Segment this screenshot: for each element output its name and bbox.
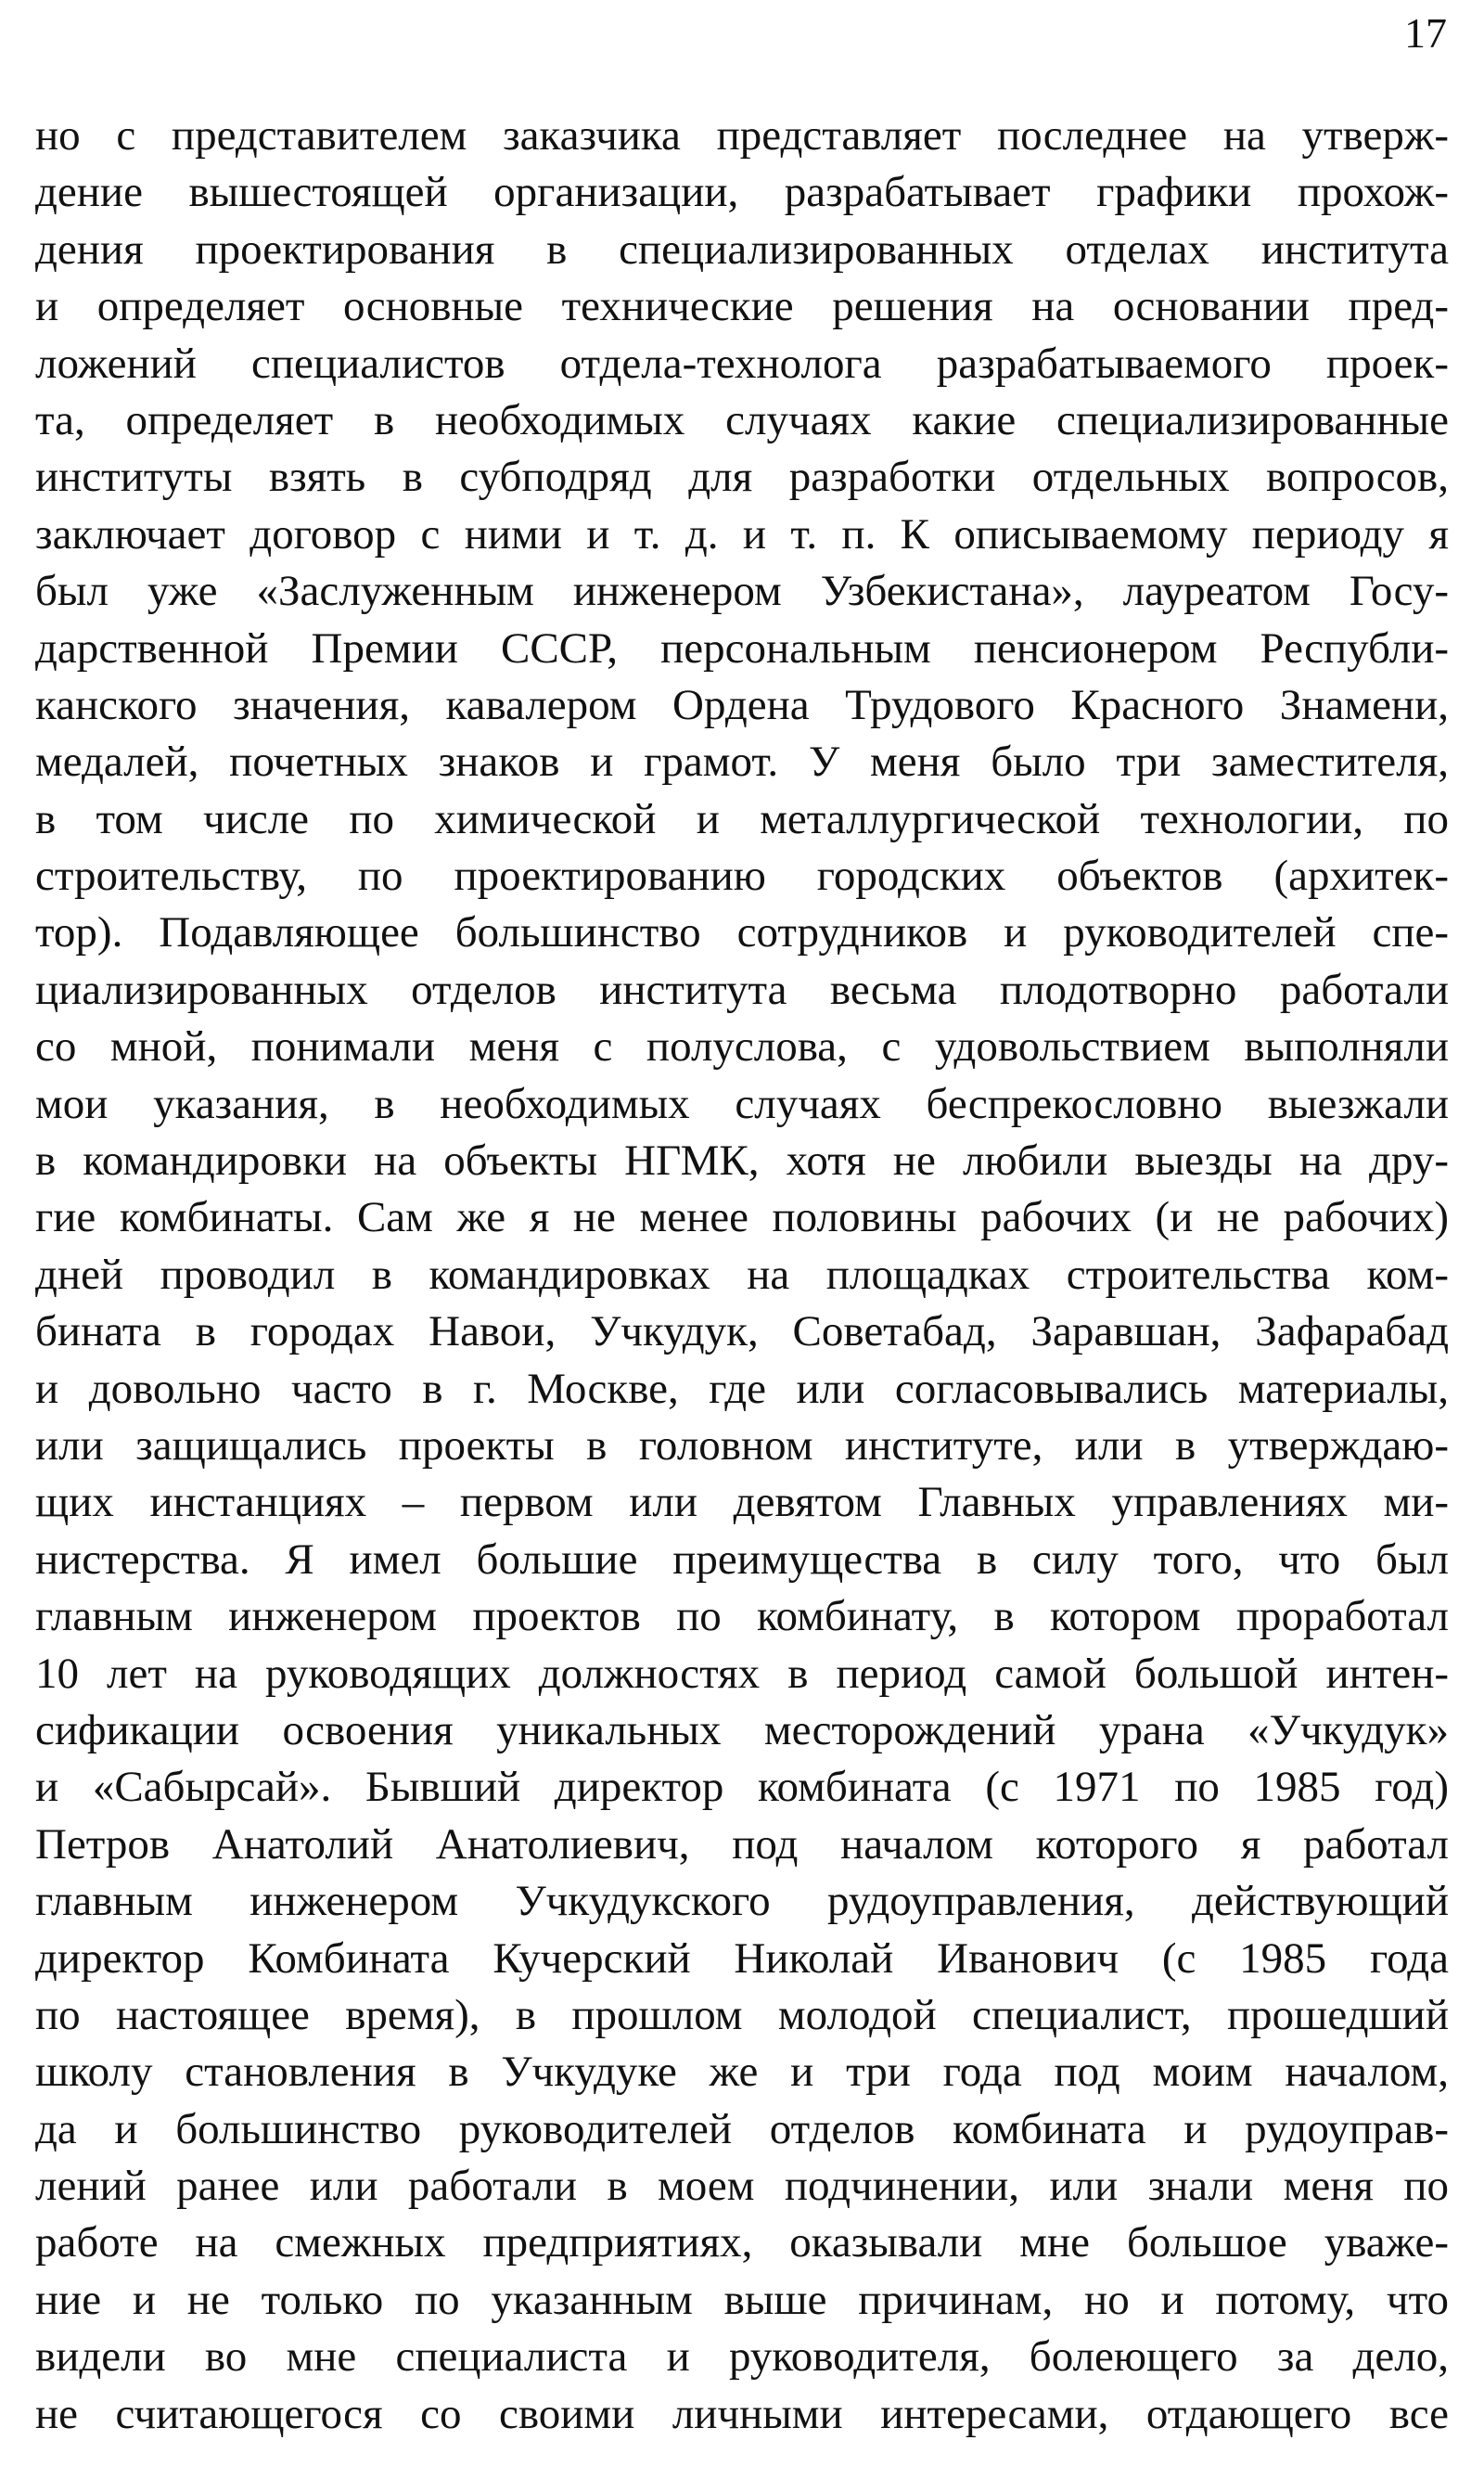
- text-line: видели во мне специалиста и руководителя, болеющего за дело,: [35, 2332, 1449, 2382]
- text-line: канского значения, кавалером Ордена Трудового Красного Знамени,: [35, 680, 1449, 729]
- text-line: по настоящее время), в прошлом молодой специалист, прошедший: [35, 1990, 1449, 2039]
- text-line: со мной, понимали меня с полуслова, с удовольствием выполняли: [35, 1022, 1449, 1072]
- text-line: не считающегося со своими личными интересами, отдающего все: [35, 2389, 1449, 2438]
- text-line: и «Сабырсай». Бывший директор комбината (с 1971 по 1985 год): [35, 1763, 1449, 1812]
- text-line: нистерства. Я имел большие преимущества в силу того, что был: [35, 1535, 1449, 1584]
- text-line: или защищались проекты в головном институте, или в утверждаю-: [35, 1420, 1449, 1470]
- text-line: институты взять в субподряд для разработки отдельных вопросов,: [35, 453, 1449, 502]
- text-line: ние и не только по указанным выше причинам, но и потому, что: [35, 2275, 1449, 2324]
- page-number: 17: [1404, 9, 1447, 57]
- body-text: [35, 108, 1449, 2443]
- text-line: дней проводил в командировках на площадках строительства ком-: [35, 1250, 1449, 1299]
- text-line: тор). Подавляющее большинство сотрудников и руководителей спе-: [35, 908, 1449, 957]
- text-line: циализированных отделов института весьма плодотворно работали: [35, 965, 1449, 1014]
- text-line: главным инженером Учкудукского рудоуправления, действующий: [35, 1877, 1449, 1926]
- text-line: в том числе по химической и металлургической технологии, по: [35, 794, 1449, 843]
- text-line: и определяет основные технические решения на основании пред-: [35, 282, 1449, 331]
- text-line: главным инженером проектов по комбинату, в котором проработал: [35, 1592, 1449, 1641]
- text-line: но с представителем заказчика представляет последнее на утверж-: [35, 111, 1449, 160]
- text-line: был уже «Заслуженным инженером Узбекистана», лауреатом Госу-: [35, 567, 1449, 616]
- text-line: мои указания, в необходимых случаях беспрекословно выезжали: [35, 1079, 1449, 1128]
- text-line: в командировки на объекты НГМК, хотя не любили выезды на дру-: [35, 1137, 1449, 1186]
- text-line: да и большинство руководителей отделов комбината и рудоуправ-: [35, 2104, 1449, 2153]
- text-line: и довольно часто в г. Москве, где или согласовывались материалы,: [35, 1364, 1449, 1413]
- text-line: школу становления в Учкудуке же и три года под моим началом,: [35, 2048, 1449, 2097]
- text-line: работе на смежных предприятиях, оказывали мне большое уваже-: [35, 2218, 1449, 2267]
- text-line: медалей, почетных знаков и грамот. У меня было три заместителя,: [35, 738, 1449, 787]
- text-line: та, определяет в необходимых случаях какие специализированные: [35, 395, 1449, 444]
- text-line: заключает договор с ними и т. д. и т. п. К описываемому периоду я: [35, 509, 1449, 559]
- text-line: Петров Анатолий Анатолиевич, под началом которого я работал: [35, 1819, 1449, 1869]
- text-line: лений ранее или работали в моем подчинении, или знали меня по: [35, 2162, 1449, 2211]
- text-line: строительству, по проектированию городских объектов (архитек-: [35, 852, 1449, 901]
- text-line: гие комбинаты. Сам же я не менее половины рабочих (и не рабочих): [35, 1193, 1449, 1242]
- text-line: ложений специалистов отдела-технолога разрабатываемого проек-: [35, 339, 1449, 388]
- text-line: дения проектирования в специализированных отделах института: [35, 225, 1449, 274]
- text-line: 10 лет на руководящих должностях в период самой большой интен-: [35, 1649, 1449, 1698]
- text-line: директор Комбината Кучерский Николай Иванович (с 1985 года: [35, 1933, 1449, 1983]
- text-line: дарственной Премии СССР, персональным пенсионером Республи-: [35, 623, 1449, 673]
- text-line: сификации освоения уникальных месторождений урана «Учкудук»: [35, 1705, 1449, 1754]
- text-line: щих инстанциях – первом или девятом Главных управлениях ми-: [35, 1478, 1449, 1527]
- text-line: бината в городах Навои, Учкудук, Советабад, Заравшан, Зафарабад: [35, 1307, 1449, 1356]
- text-line: дение вышестоящей организации, разрабатывает графики прохож-: [35, 168, 1449, 217]
